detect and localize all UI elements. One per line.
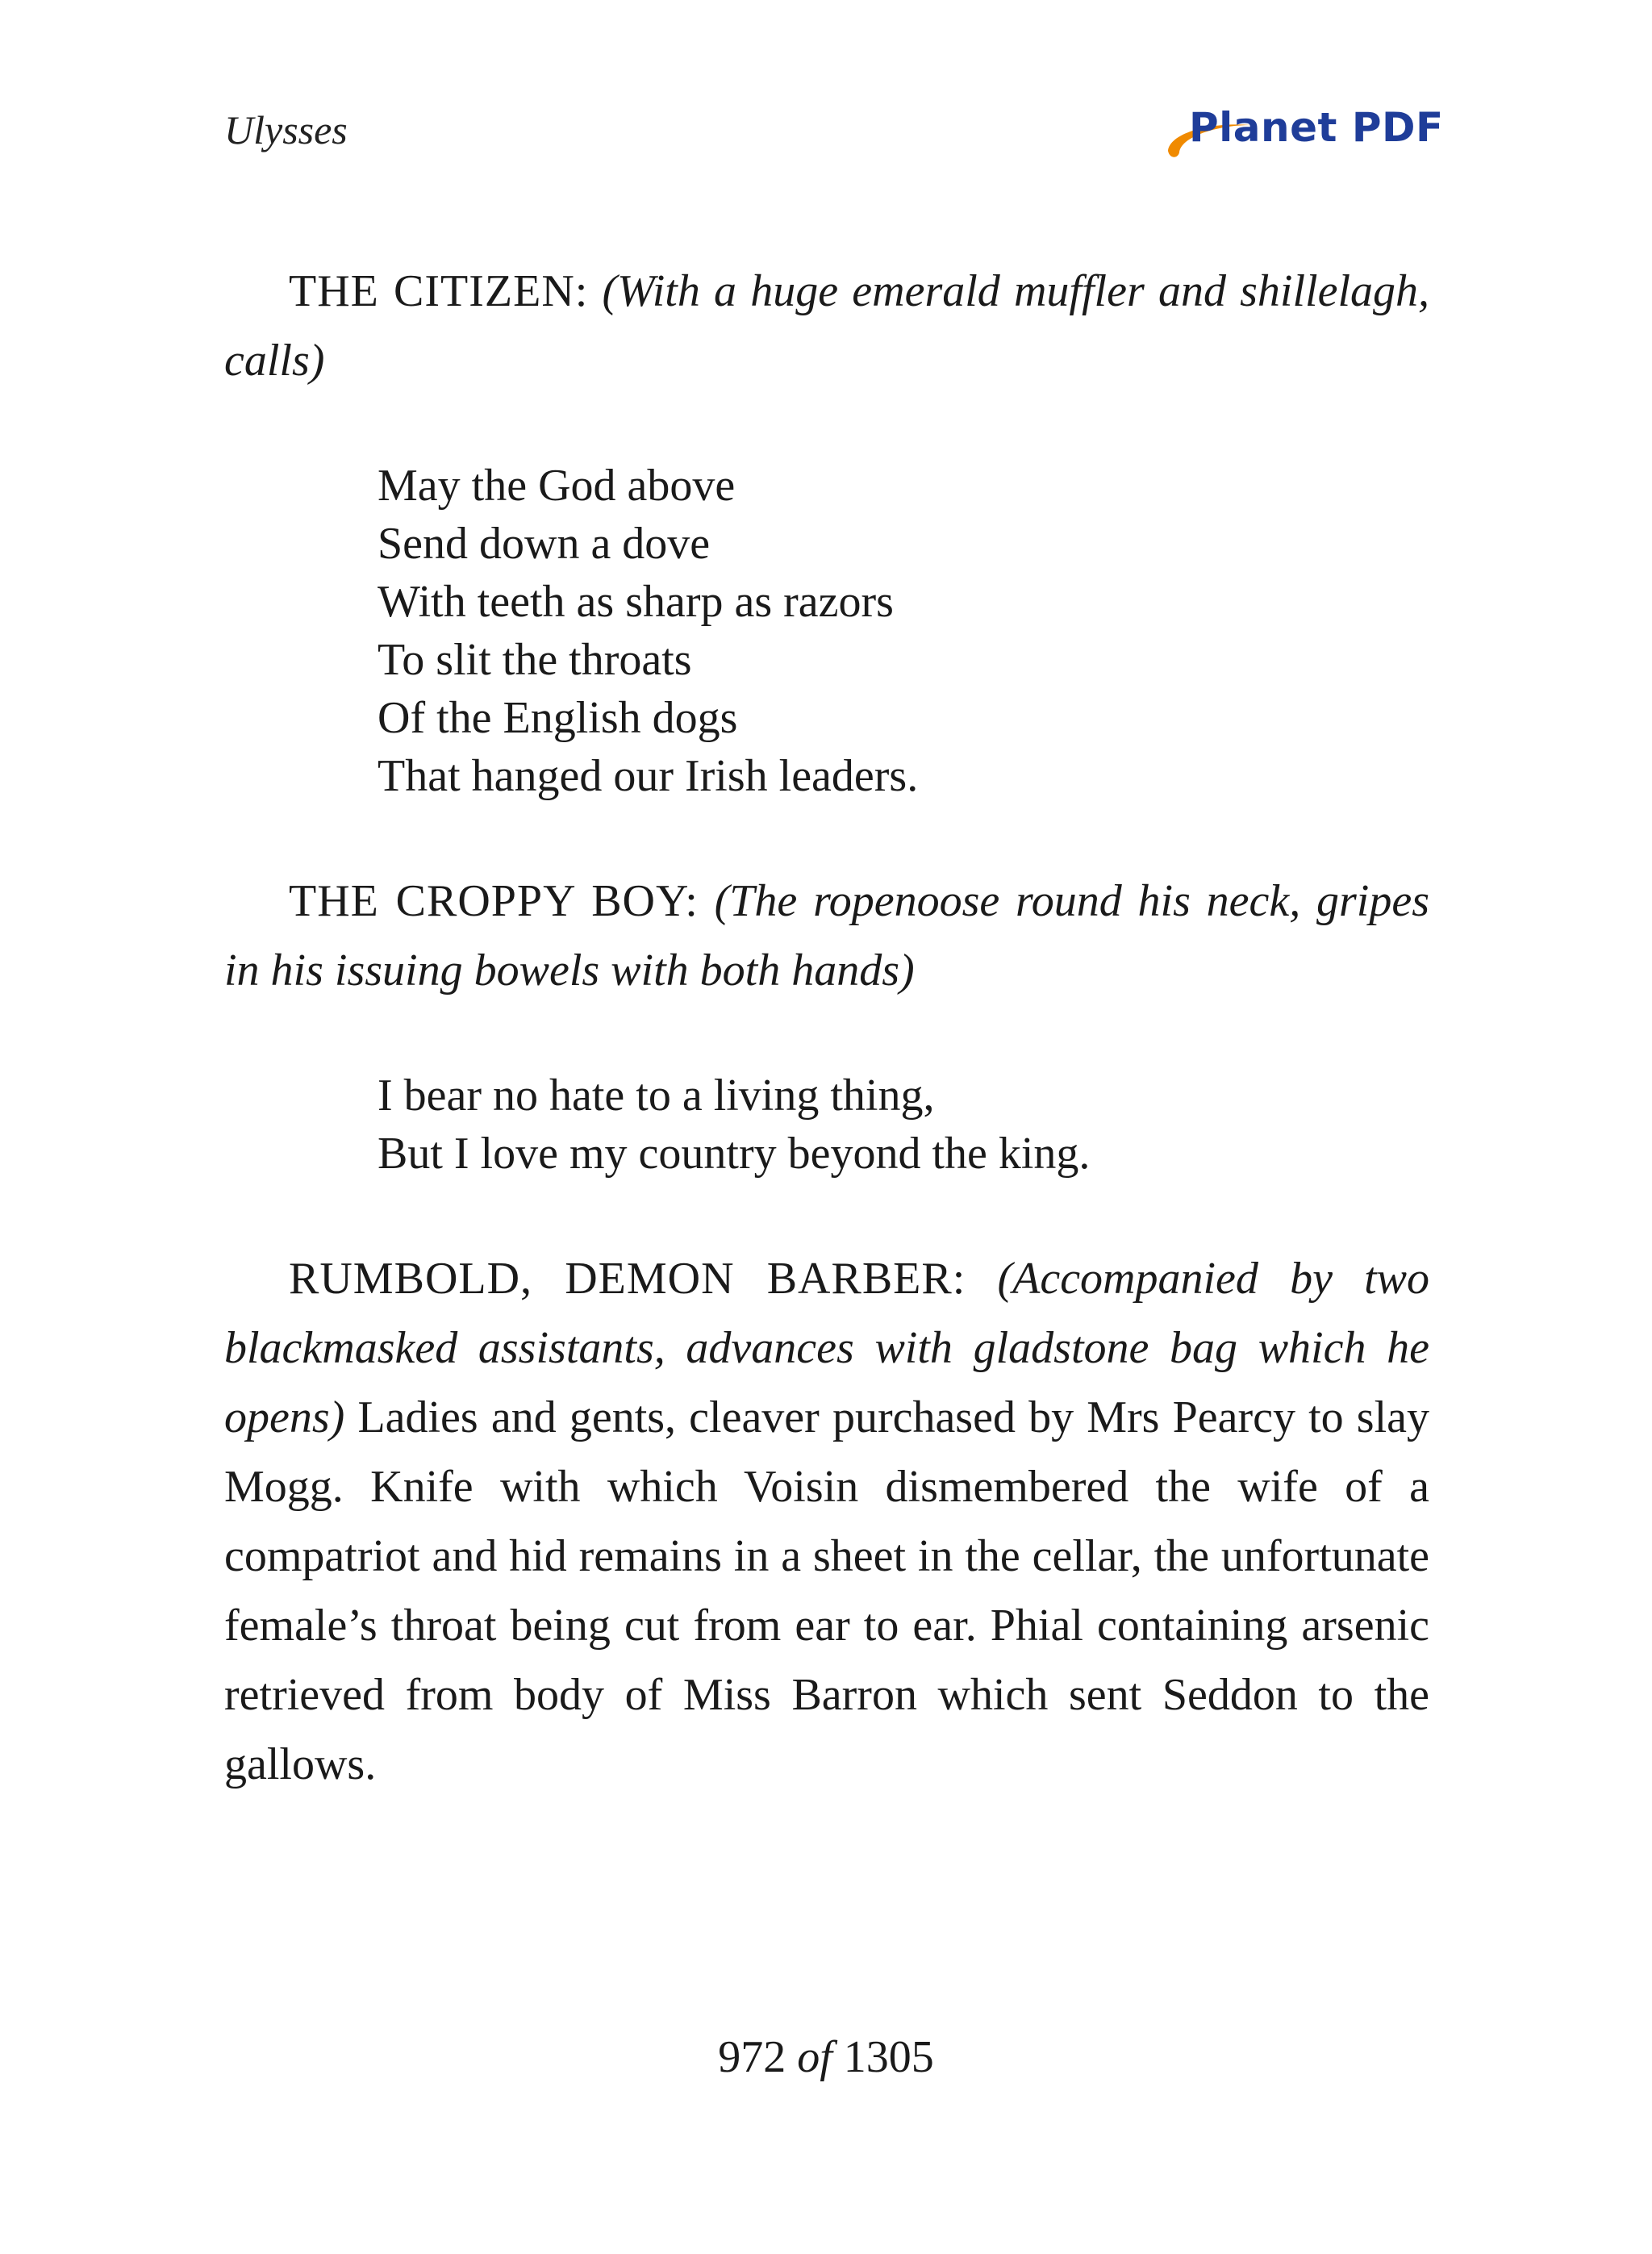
verse-line: Send down a dove	[378, 519, 711, 569]
stage-direction: (With a huge emerald muffler and shillelagh, calls)	[224, 266, 1430, 386]
speaker-name: RUMBOLD, DEMON BARBER:	[289, 1254, 966, 1304]
verse-line: That hanged our Irish leaders.	[378, 751, 919, 801]
speaker-name: THE CITIZEN:	[289, 266, 589, 316]
page-content	[224, 257, 1429, 1860]
total-pages: 1305	[843, 2032, 934, 2082]
page-of-word: of	[797, 2032, 832, 2082]
verse-line: But I love my country beyond the king.	[378, 1129, 1091, 1179]
paragraph-rumbold	[224, 1244, 1429, 1799]
logo-text: Planet PDF	[1189, 104, 1444, 151]
verse-block	[378, 1066, 1429, 1183]
verse-line: Of the English dogs	[378, 693, 738, 743]
running-head-title: Ulysses	[224, 107, 348, 152]
page-number-footer	[0, 2031, 1652, 2083]
verse-line: With teeth as sharp as razors	[378, 577, 894, 627]
paragraph-text: Ladies and gents, cleaver purchased by Mrs Pearcy to slay Mogg. Knife with which Voisin dismembered the wife of a compatriot and hid remains in a sheet in the cellar, the unfortunate female’s throat being cut from ear to ear. Phial containing arsenic retrieved from body of Miss Barron which sent Seddon to the gallows.	[224, 1392, 1430, 1789]
paragraph-croppy-boy	[224, 866, 1429, 1005]
verse-line: I bear no hate to a living thing,	[378, 1071, 935, 1121]
paragraph-citizen	[224, 257, 1429, 395]
verse-block	[378, 457, 1429, 805]
speaker-name: THE CROPPY BOY:	[289, 876, 699, 926]
page-number: 972	[718, 2032, 786, 2082]
verse-line: To slit the throats	[378, 635, 692, 685]
stage-direction: (Accompanied by two blackmasked assistants, advances with gladstone bag which he opens)	[224, 1254, 1430, 1442]
verse-line: May the God above	[378, 461, 736, 511]
stage-direction: (The ropenoose round his neck, gripes in his issuing bowels with both hands)	[224, 876, 1430, 996]
planet-pdf-logo	[1162, 101, 1444, 165]
